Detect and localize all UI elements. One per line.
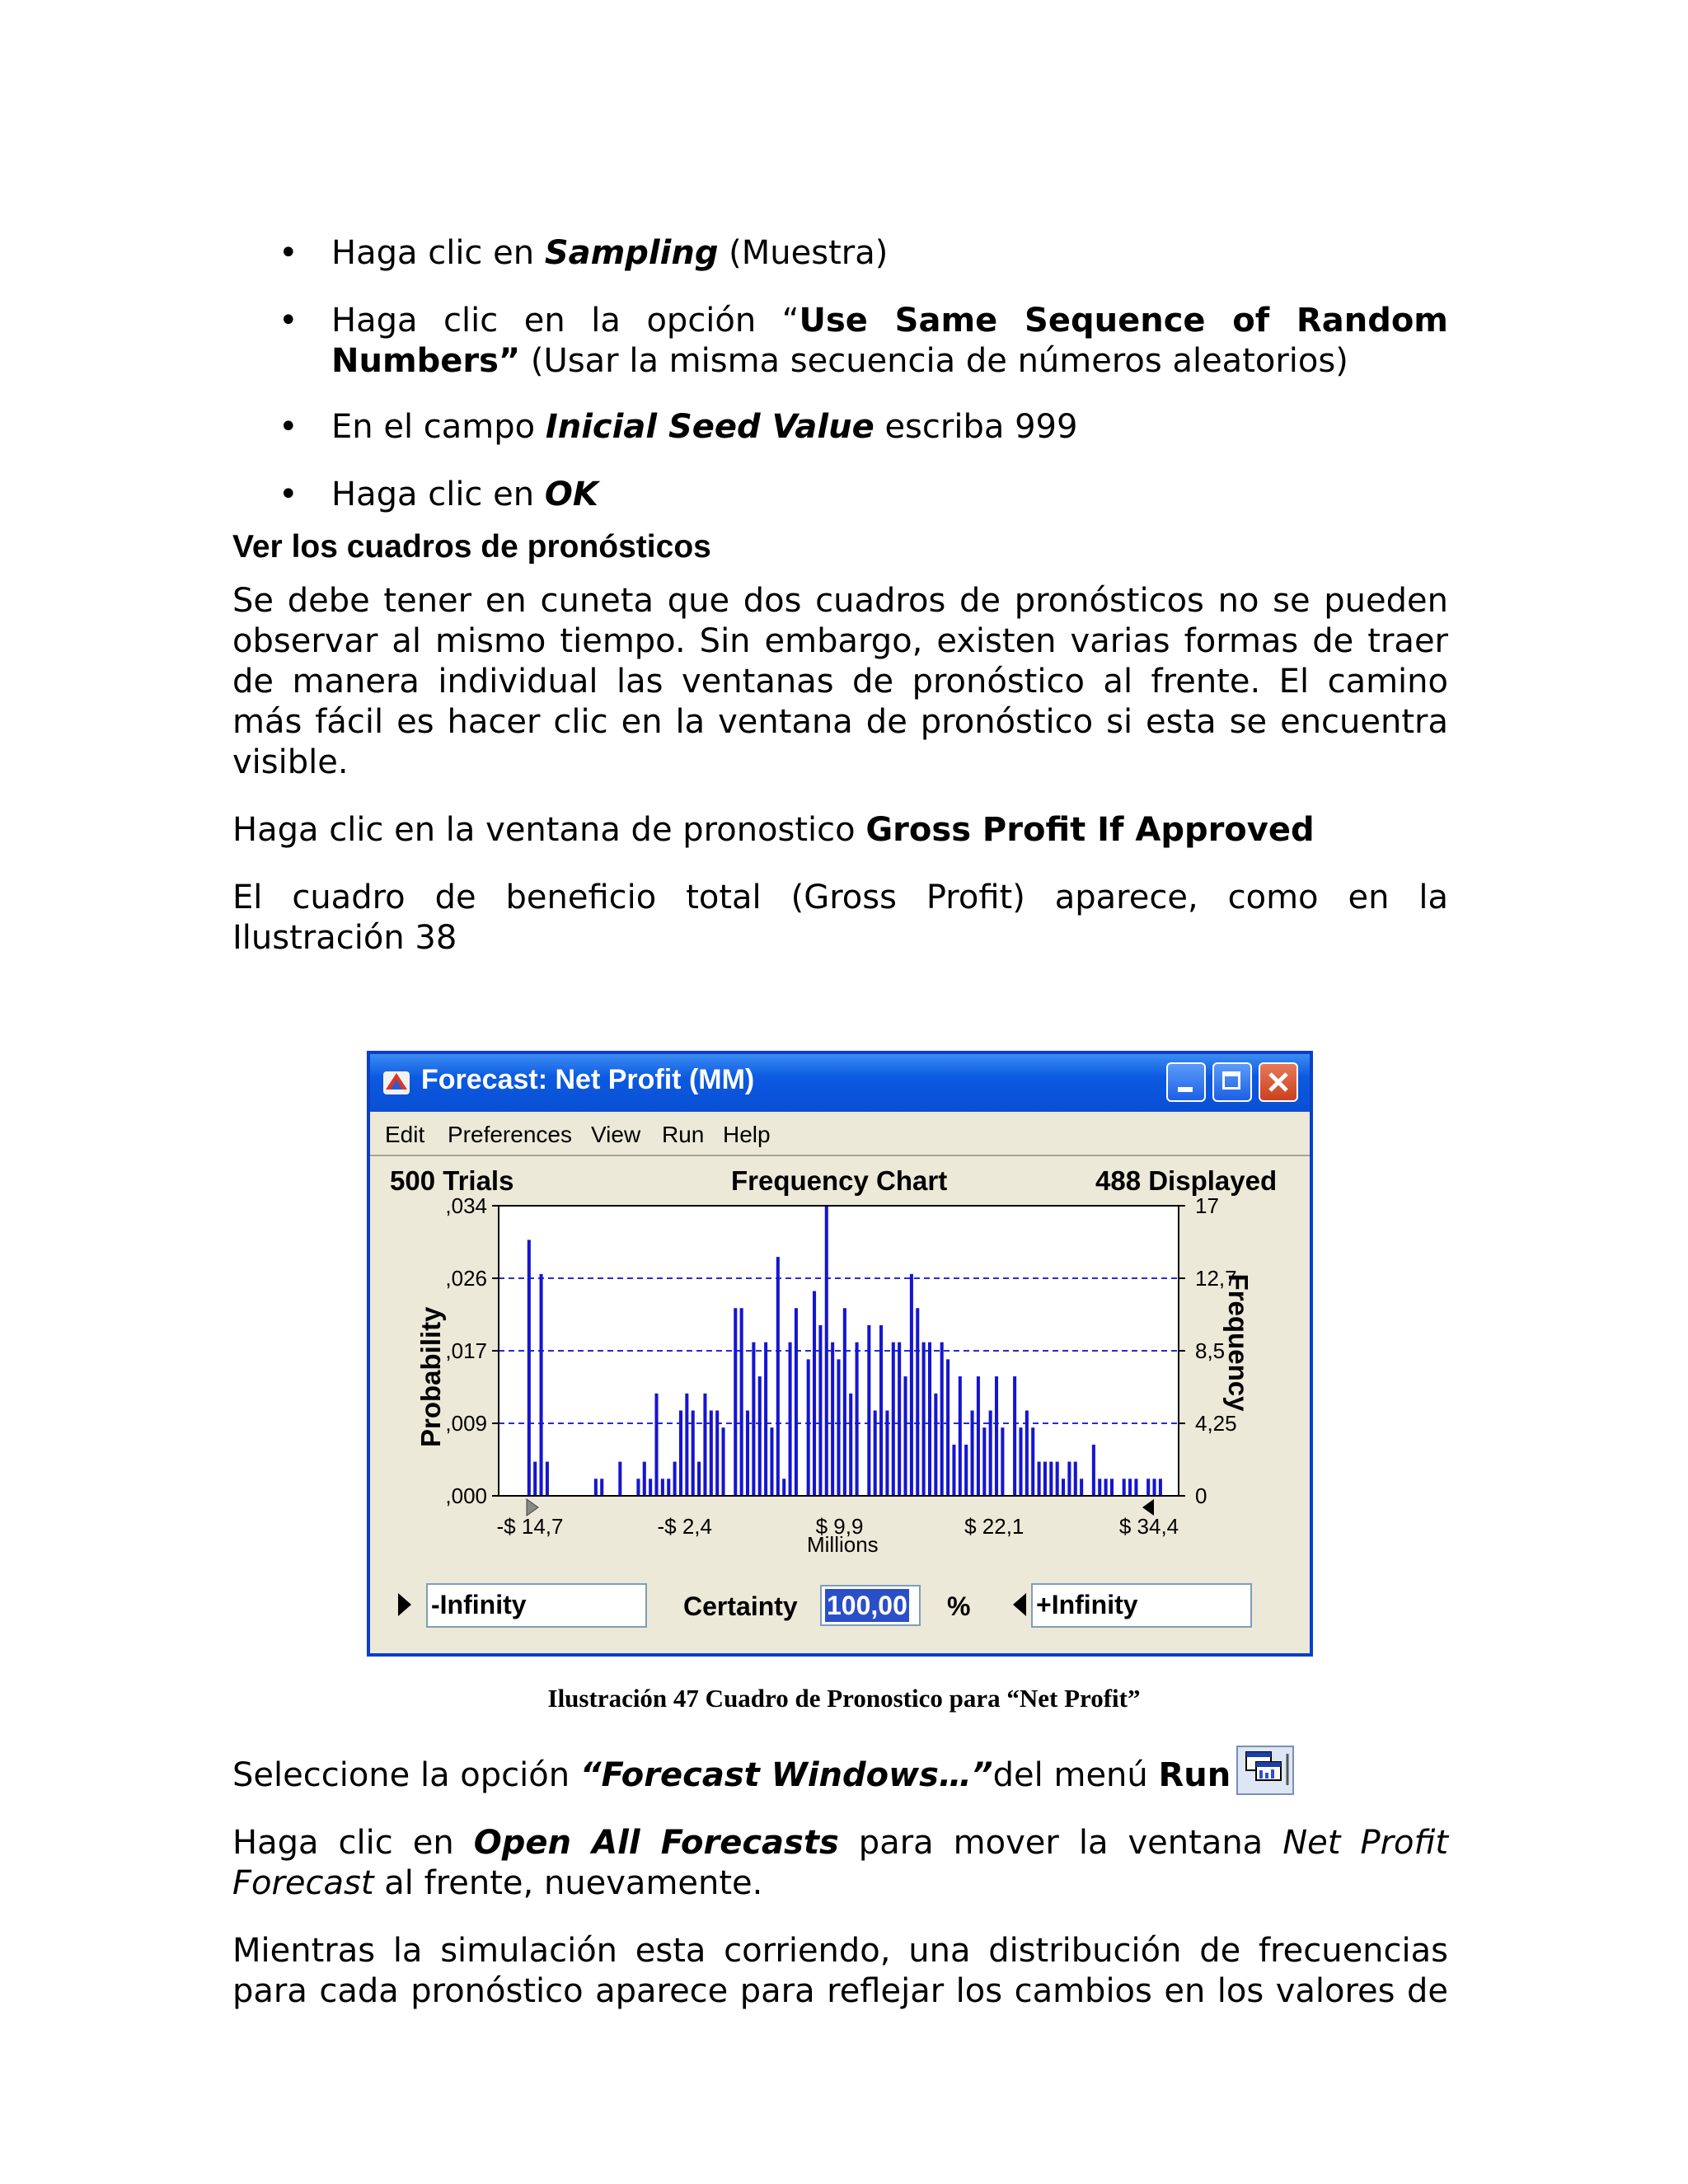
histogram-bar: [1043, 1462, 1047, 1496]
y2-tick-label: 12,7: [1195, 1266, 1237, 1291]
histogram-bar: [959, 1376, 962, 1496]
histogram-bar: [795, 1308, 798, 1496]
histogram-bar: [661, 1479, 664, 1496]
histogram-bar: [1159, 1479, 1162, 1496]
para4: Seleccione la opción “Forecast Windows…”del menú Run: [232, 1756, 1231, 1794]
histogram-bar: [874, 1410, 877, 1496]
histogram-bar: [849, 1394, 852, 1496]
histogram-bar: [715, 1410, 719, 1496]
histogram-bar: [843, 1308, 846, 1496]
para1-line: más fácil es hacer clic en la ventana de pronóstico si esta se encuentra: [232, 703, 1448, 741]
x-tick-label: $ 9,9: [815, 1514, 864, 1539]
histogram-bar: [916, 1308, 919, 1496]
histogram-bar: [782, 1479, 785, 1496]
y-axis-label: Probability: [415, 1306, 446, 1447]
certainty-label: Certainty: [683, 1591, 798, 1621]
histogram-bar: [1092, 1445, 1095, 1496]
para5-line-1: Haga clic en Open All Forecasts para mover la ventana Net Profit: [232, 1824, 1449, 1862]
histogram-bar: [692, 1410, 695, 1496]
menu-edit[interactable]: Edit: [385, 1122, 425, 1147]
histogram-bar: [703, 1394, 706, 1496]
para1-line: Se debe tener en cuneta que dos cuadros de pronósticos no se pueden: [232, 582, 1448, 620]
lower-limit-field[interactable]: -Infinity: [426, 1583, 647, 1628]
histogram-bar: [807, 1359, 810, 1496]
histogram-bar: [982, 1427, 986, 1496]
histogram-bar: [971, 1410, 974, 1496]
x-tick-label: -$ 2,4: [657, 1514, 712, 1539]
histogram-bar: [528, 1240, 531, 1496]
histogram-bar: [643, 1462, 646, 1496]
histogram-bar: [1128, 1479, 1132, 1496]
bullet-dot: •: [279, 234, 298, 272]
bullet-item-2-line-2: Numbers” (Usar la misma secuencia de números aleatorios): [331, 342, 1348, 380]
histogram-bar: [910, 1274, 913, 1496]
histogram-bar: [995, 1376, 998, 1496]
histogram-bar: [922, 1343, 926, 1496]
histogram-bar: [697, 1462, 701, 1496]
y-tick-label: ,034: [445, 1193, 487, 1218]
histogram-bar: [1031, 1427, 1034, 1496]
histogram-bar: [964, 1445, 968, 1496]
menu-run[interactable]: Run: [662, 1122, 705, 1147]
histogram-bar: [636, 1479, 640, 1496]
histogram-bar: [946, 1359, 950, 1496]
histogram-bar: [1067, 1462, 1071, 1496]
para6-line: Mientras la simulación esta corriendo, una distribución de frecuencias: [232, 1932, 1448, 1970]
histogram-bar: [673, 1462, 677, 1496]
lower-range-marker-icon: [527, 1499, 538, 1516]
histogram-bar: [1123, 1479, 1126, 1496]
y2-tick-label: 17: [1195, 1193, 1219, 1218]
bullet-item-3: En el campo Inicial Seed Value escriba 999: [331, 408, 1078, 446]
y-tick-label: ,009: [445, 1411, 487, 1436]
para5-line-2: Forecast al frente, nuevamente.: [232, 1864, 763, 1902]
bullet-dot: •: [279, 302, 298, 340]
displayed-count: 488 Displayed: [1095, 1165, 1278, 1196]
histogram-bar: [1025, 1410, 1029, 1496]
x-tick-label: $ 34,4: [1118, 1514, 1179, 1539]
histogram-bar: [540, 1274, 543, 1496]
para3-line: Ilustración 38: [232, 919, 457, 957]
x-axis-label: Millions: [807, 1532, 879, 1557]
histogram-bar: [546, 1462, 549, 1496]
y2-tick-label: 8,5: [1195, 1338, 1226, 1363]
bullet-item-1: Haga clic en Sampling (Muestra): [331, 234, 889, 272]
histogram-bar: [837, 1359, 840, 1496]
x-tick-label: $ 22,1: [964, 1514, 1025, 1539]
histogram-bar: [758, 1376, 762, 1496]
frequency-chart: [367, 1051, 1313, 1545]
certainty-value: 100,00: [827, 1591, 907, 1620]
y-tick-label: ,026: [445, 1266, 487, 1291]
histogram-bar: [746, 1410, 749, 1496]
histogram-bar: [856, 1343, 859, 1496]
y2-axis-label: Frequency: [1223, 1273, 1254, 1412]
right-arrow-control[interactable]: [1013, 1593, 1026, 1616]
histogram-bar: [1074, 1462, 1077, 1496]
histogram-bar: [1019, 1427, 1022, 1496]
histogram-bar: [600, 1479, 603, 1496]
histogram-bar: [831, 1343, 834, 1496]
histogram-bar: [649, 1479, 652, 1496]
histogram-bar: [867, 1325, 870, 1496]
percent-sign: %: [947, 1591, 971, 1621]
histogram-bar: [904, 1376, 907, 1496]
histogram-bar: [533, 1462, 537, 1496]
histogram-bar: [770, 1427, 773, 1496]
histogram-bar: [789, 1343, 792, 1496]
histogram-bar: [654, 1394, 658, 1496]
y2-tick-label: 4,25: [1195, 1411, 1237, 1436]
histogram-bar: [685, 1394, 688, 1496]
histogram-bar: [1056, 1462, 1059, 1496]
bullet-item-4: Haga clic en OK: [331, 476, 598, 513]
para1-line: visible.: [232, 743, 349, 781]
bullet-item-2-line-1: Haga clic en la opción “Use Same Sequence of Random: [331, 302, 1448, 340]
upper-limit-field[interactable]: +Infinity: [1031, 1583, 1252, 1628]
histogram-bar: [1110, 1479, 1114, 1496]
histogram-bar: [667, 1479, 670, 1496]
histogram-bar: [885, 1410, 889, 1496]
histogram-bar: [940, 1343, 944, 1496]
histogram-bar: [977, 1376, 980, 1496]
histogram-bar: [1062, 1479, 1065, 1496]
section-heading: Ver los cuadros de pronósticos: [232, 529, 711, 565]
histogram-bar: [1134, 1479, 1137, 1496]
histogram-bar: [710, 1410, 713, 1496]
para2: Haga clic en la ventana de pronostico Gross Profit If Approved: [232, 811, 1315, 849]
certainty-input[interactable]: [820, 1585, 921, 1626]
histogram-bar: [879, 1325, 883, 1496]
histogram-bar: [1049, 1462, 1053, 1496]
para1-line: de manera individual las ventanas de pronóstico al frente. El camino: [232, 663, 1448, 701]
histogram-bar: [734, 1308, 737, 1496]
y-tick-label: ,000: [445, 1483, 487, 1508]
histogram-bar: [764, 1343, 767, 1496]
histogram-bar: [1080, 1479, 1083, 1496]
histogram-bar: [818, 1325, 822, 1496]
histogram-bar: [813, 1291, 816, 1496]
histogram-bar: [1013, 1376, 1016, 1496]
menu-help[interactable]: Help: [723, 1122, 771, 1147]
histogram-bar: [1146, 1479, 1150, 1496]
bullet-dot: •: [279, 476, 298, 513]
para6-line: para cada pronóstico aparece para reflejar los cambios en los valores de: [232, 1972, 1448, 2010]
histogram-bar: [1153, 1479, 1156, 1496]
figure-caption: Ilustración 47 Cuadro de Pronostico para “Net Profit”: [547, 1684, 1141, 1713]
y-tick-label: ,017: [445, 1338, 487, 1363]
histogram-bar: [1104, 1479, 1108, 1496]
histogram-bar: [989, 1410, 992, 1496]
histogram-bar: [898, 1343, 901, 1496]
chart-title: Frequency Chart: [731, 1165, 948, 1196]
forecast-windows-toolbar-icon: [1236, 1746, 1294, 1795]
left-arrow-control[interactable]: [398, 1593, 411, 1616]
histogram-bar: [1001, 1427, 1004, 1496]
histogram-bar: [594, 1479, 598, 1496]
histogram-bar: [952, 1445, 955, 1496]
bullet-dot: •: [279, 408, 298, 446]
histogram-bar: [928, 1343, 931, 1496]
menu-preferences[interactable]: Preferences: [448, 1122, 572, 1147]
histogram-bar: [776, 1257, 780, 1496]
menu-view[interactable]: View: [591, 1122, 641, 1147]
histogram-bar: [1098, 1479, 1101, 1496]
histogram-bar: [722, 1427, 725, 1496]
trials-count: 500 Trials: [390, 1165, 514, 1196]
para3-line: El cuadro de beneficio total (Gross Profit) aparece, como en la: [232, 879, 1448, 916]
y2-tick-label: 0: [1195, 1483, 1207, 1508]
window-title: Forecast: Net Profit (MM): [421, 1064, 755, 1095]
para1-line: observar al mismo tiempo. Sin embargo, existen varias formas de traer: [232, 622, 1448, 660]
forecast-window: [367, 1051, 1313, 1657]
histogram-bar: [752, 1343, 755, 1496]
histogram-bar: [618, 1462, 621, 1496]
upper-range-marker-icon: [1142, 1499, 1154, 1516]
histogram-bar: [892, 1343, 895, 1496]
histogram-bar: [679, 1410, 682, 1496]
x-tick-label: -$ 14,7: [496, 1514, 564, 1539]
histogram-bar: [825, 1206, 828, 1496]
histogram-bar: [934, 1394, 937, 1496]
histogram-bar: [740, 1308, 743, 1496]
histogram-bar: [1038, 1462, 1041, 1496]
